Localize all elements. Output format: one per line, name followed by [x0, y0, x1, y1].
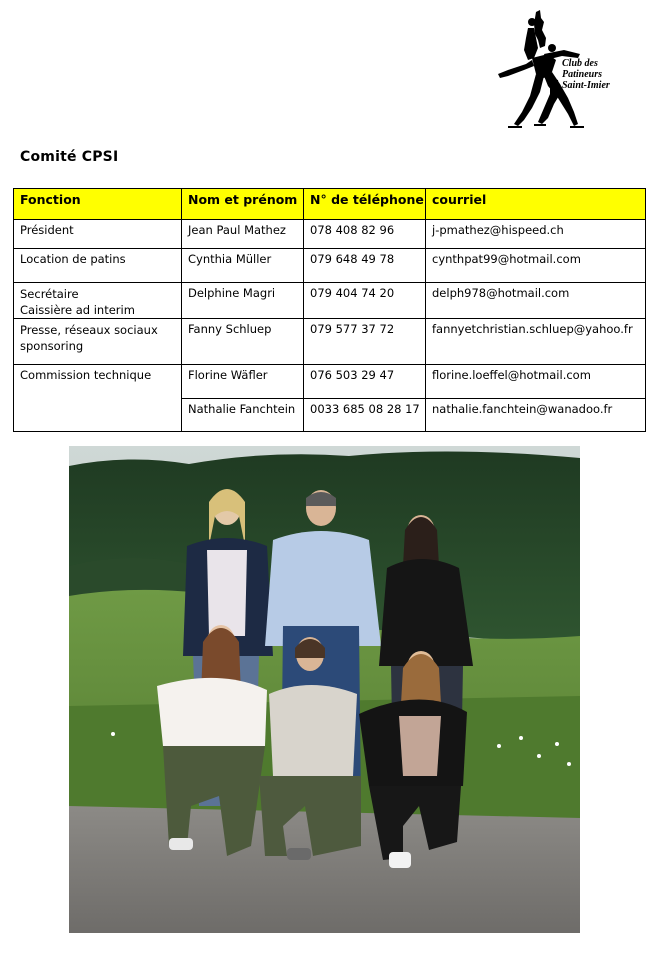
header-nom: Nom et prénom [182, 189, 304, 220]
cell-telephone: 079 577 37 72 [304, 319, 426, 365]
table-row [14, 319, 646, 365]
cell-fonction-line1: Secrétaire [20, 287, 79, 301]
cell-telephone: 076 503 29 47 [304, 365, 426, 399]
table-row [14, 220, 646, 249]
table-row [14, 365, 646, 399]
committee-table [13, 188, 646, 432]
cell-nom: Fanny Schluep [182, 319, 304, 365]
logo-text-line1: Club des [562, 58, 598, 69]
cell-fonction [14, 283, 182, 319]
logo-text [562, 58, 610, 91]
cell-fonction: Location de patins [14, 249, 182, 283]
logo-text-line3: Saint-Imier [562, 80, 610, 91]
cell-telephone: 079 648 49 78 [304, 249, 426, 283]
cell-nom: Cynthia Müller [182, 249, 304, 283]
table-row [14, 283, 646, 319]
committee-group-photo [69, 446, 580, 933]
cell-nom: Delphine Magri [182, 283, 304, 319]
table-row [14, 249, 646, 283]
cell-courriel: florine.loeffel@hotmail.com [426, 365, 646, 399]
header-telephone: N° de téléphone [304, 189, 426, 220]
cell-courriel: delph978@hotmail.com [426, 283, 646, 319]
cell-telephone: 0033 685 08 28 17 [304, 399, 426, 432]
cell-courriel: nathalie.fanchtein@wanadoo.fr [426, 399, 646, 432]
cell-courriel: j-pmathez@hispeed.ch [426, 220, 646, 249]
header-courriel: courriel [426, 189, 646, 220]
cell-courriel: fannyetchristian.schluep@yahoo.fr [426, 319, 646, 365]
cell-fonction-line1: Presse, réseaux sociaux [20, 323, 158, 337]
logo-text-line2: Patineurs [562, 69, 603, 80]
cell-fonction-line2: Caissière ad interim [20, 303, 135, 317]
table-header-row [14, 189, 646, 220]
cell-nom: Nathalie Fanchtein [182, 399, 304, 432]
cell-nom: Jean Paul Mathez [182, 220, 304, 249]
cell-fonction: Commission technique [14, 365, 182, 432]
cell-fonction [14, 319, 182, 365]
cell-telephone: 078 408 82 96 [304, 220, 426, 249]
cell-fonction-line2: sponsoring [20, 339, 84, 353]
cell-telephone: 079 404 74 20 [304, 283, 426, 319]
header-fonction: Fonction [14, 189, 182, 220]
cell-courriel: cynthpat99@hotmail.com [426, 249, 646, 283]
cell-fonction: Président [14, 220, 182, 249]
page-title: Comité CPSI [20, 149, 119, 165]
cell-nom: Florine Wäfler [182, 365, 304, 399]
